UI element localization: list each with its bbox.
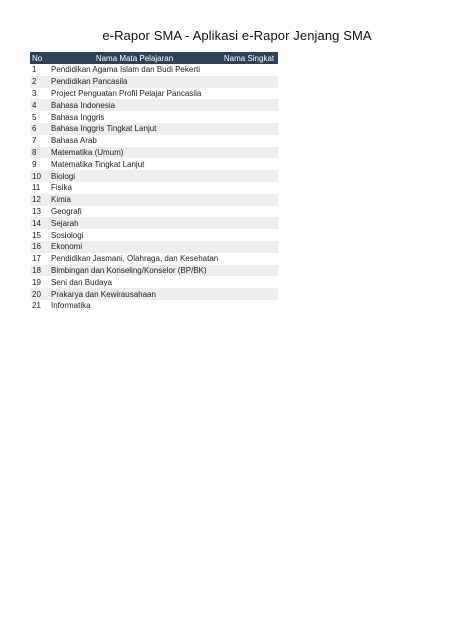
- subject-name: Sejarah: [49, 217, 220, 229]
- subject-short-name: [220, 288, 278, 300]
- table-row: [30, 76, 278, 88]
- row-number: 3: [30, 88, 49, 100]
- subject-short-name: [220, 229, 278, 241]
- subject-short-name: [220, 265, 278, 277]
- subject-short-name: [220, 206, 278, 218]
- table-row: [30, 170, 278, 182]
- table-row: [30, 241, 278, 253]
- subject-table: [30, 52, 278, 312]
- subject-name: Pendidikan Agama Islam dan Budi Pekerti: [49, 64, 220, 76]
- table-row: [30, 158, 278, 170]
- table-row: [30, 147, 278, 159]
- table-row: [30, 111, 278, 123]
- table-row: [30, 123, 278, 135]
- column-header-name: Nama Mata Pelajaran: [49, 52, 220, 64]
- subject-name: Informatika: [49, 300, 220, 312]
- column-header-short-name: Nama Singkat: [220, 52, 278, 64]
- table-row: [30, 265, 278, 277]
- subject-short-name: [220, 217, 278, 229]
- table-row: [30, 135, 278, 147]
- row-number: 12: [30, 194, 49, 206]
- table-row: [30, 64, 278, 76]
- subject-short-name: [220, 135, 278, 147]
- subject-name: Geografi: [49, 206, 220, 218]
- subject-short-name: [220, 147, 278, 159]
- table-row: [30, 206, 278, 218]
- subject-name: Fisika: [49, 182, 220, 194]
- subject-short-name: [220, 276, 278, 288]
- subject-short-name: [220, 111, 278, 123]
- subject-name: Prakarya dan Kewirausahaan: [49, 288, 220, 300]
- row-number: 6: [30, 123, 49, 135]
- table-row: [30, 194, 278, 206]
- row-number: 11: [30, 182, 49, 194]
- subject-short-name: [220, 182, 278, 194]
- row-number: 20: [30, 288, 49, 300]
- table-header-row: [30, 52, 278, 64]
- row-number: 10: [30, 170, 49, 182]
- row-number: 2: [30, 76, 49, 88]
- subject-short-name: [220, 241, 278, 253]
- subject-short-name: [220, 99, 278, 111]
- subject-short-name: [220, 76, 278, 88]
- subject-name: Bahasa Arab: [49, 135, 220, 147]
- subject-name: Ekonomi: [49, 241, 220, 253]
- table-row: [30, 253, 278, 265]
- row-number: 4: [30, 99, 49, 111]
- subject-short-name: [220, 170, 278, 182]
- subject-name: Bahasa Inggris: [49, 111, 220, 123]
- column-header-no: No: [30, 52, 49, 64]
- page-title: e-Rapor SMA - Aplikasi e-Rapor Jenjang SMA: [102, 28, 372, 43]
- table-row: [30, 300, 278, 312]
- row-number: 19: [30, 276, 49, 288]
- table-body: [30, 64, 278, 312]
- subject-short-name: [220, 64, 278, 76]
- row-number: 17: [30, 253, 49, 265]
- subject-name: Kimia: [49, 194, 220, 206]
- table-row: [30, 88, 278, 100]
- row-number: 5: [30, 111, 49, 123]
- row-number: 21: [30, 300, 49, 312]
- subject-short-name: [220, 158, 278, 170]
- subject-name: Bahasa Inggris Tingkat Lanjut: [49, 123, 220, 135]
- subject-name: Pendidikan Jasmani, Olahraga, dan Kesehatan: [51, 254, 219, 264]
- row-number: 18: [30, 265, 49, 277]
- table-row: [30, 229, 278, 241]
- row-number: 13: [30, 206, 49, 218]
- table-row: [30, 288, 278, 300]
- row-number: 7: [30, 135, 49, 147]
- row-number: 16: [30, 241, 49, 253]
- subject-short-name: [220, 88, 278, 100]
- subject-name: Biologi: [49, 170, 220, 182]
- row-number: 8: [30, 147, 49, 159]
- row-number: 1: [30, 64, 49, 76]
- subject-short-name: [220, 253, 278, 265]
- subject-short-name: [220, 300, 278, 312]
- subject-short-name: [220, 123, 278, 135]
- subject-name: Bimbingan dan Konseling/Konselor (BP/BK): [49, 265, 220, 277]
- table-row: [30, 182, 278, 194]
- table-row: [30, 217, 278, 229]
- subject-name: Sosiologi: [49, 229, 220, 241]
- subject-name: Project Penguatan Profil Pelajar Pancasila: [49, 88, 220, 100]
- subject-short-name: [220, 194, 278, 206]
- row-number: 9: [30, 158, 49, 170]
- table-row: [30, 276, 278, 288]
- subject-name: Matematika (Umum): [49, 147, 220, 159]
- subject-name: Pendidikan Pancasila: [49, 76, 220, 88]
- row-number: 14: [30, 217, 49, 229]
- row-number: 15: [30, 229, 49, 241]
- table-row: [30, 99, 278, 111]
- subject-name: Matematika Tingkat Lanjut: [49, 158, 220, 170]
- subject-name: Bahasa Indonesia: [49, 99, 220, 111]
- subject-name: Seni dan Budaya: [49, 276, 220, 288]
